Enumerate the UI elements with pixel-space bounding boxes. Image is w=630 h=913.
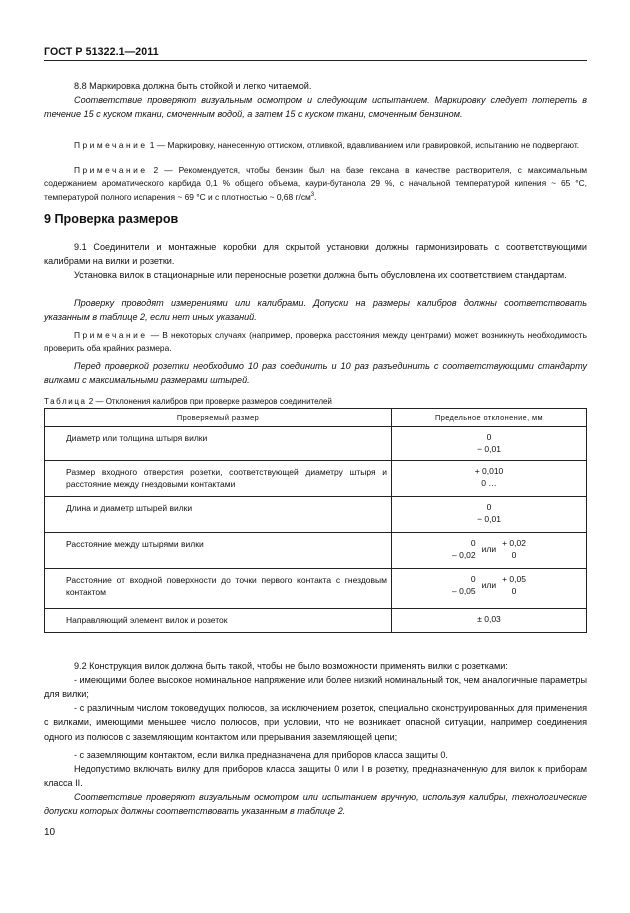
deviation-value	[392, 497, 586, 525]
row-label: Диаметр или толщина штыря вилки	[66, 433, 208, 443]
option-b-upper: + 0,05	[502, 574, 526, 584]
p91-before-check: Перед проверкой розетки необходимо 10 раз соединить и 10 раз разъединить с соответствующими стандарту вилками с максимальными размерами штырей.	[44, 361, 587, 386]
note-3-label: Примечание	[74, 330, 148, 340]
table-row	[45, 609, 587, 633]
table-caption-text: 2 — Отклонения калибров при проверке размеров соединителей	[86, 397, 332, 406]
table-row	[45, 427, 587, 461]
deviation-upper: 0	[486, 502, 492, 512]
table-row	[45, 569, 587, 609]
deviation-value	[392, 609, 586, 625]
option-b-upper: + 0,02	[502, 538, 526, 548]
p91-installation: Установка вилок в стационарные или переносные розетки должна быть обусловлена их соответствием стандартам.	[74, 270, 567, 280]
s88-test: Соответствие проверяют визуальным осмотром и следующим испытанием. Маркировку следует потереть в течение 15 с куском ткани, смоченным водой, а затем 15 с куском ткани, смоченным бензином.	[44, 95, 587, 120]
p92: 9.2 Конструкция вилок должна быть такой, чтобы не было возможности применять вилки с розетками:	[74, 661, 508, 671]
deviation-single: ± 0,03	[477, 614, 501, 624]
row-label: Расстояние между штырями вилки	[66, 539, 204, 549]
deviation-lower: 0 …	[481, 478, 497, 488]
row-label: Размер входного отверстия розетки, соответствующей диаметру штыря и расстояние между гнездовыми контактами	[66, 467, 387, 489]
option-b-lower: 0	[511, 550, 517, 560]
table-caption-label: Таблица	[44, 397, 87, 406]
option-a-upper: 0	[470, 538, 476, 548]
note-2-superscript: 3	[310, 192, 315, 199]
deviation-options	[392, 569, 586, 597]
p92-class-note: Недопустимо включать вилку для приборов класса защиты 0 или I в розетку, предназначенную для вилок к приборам класса II.	[44, 764, 587, 789]
note-3-text: — В некоторых случаях (например, проверка расстояния между центрами) может возникнуть необходимость проверить оба крайних размера.	[44, 330, 587, 353]
p92-item-1: - имеющими более высокое номинальное напряжение или более низкий номинальный ток, чем аналогичные параметры для вилки;	[44, 675, 588, 700]
note-2-text: 2 — Рекомендуется, чтобы бензин был на базе гексана в качестве растворителя, с максимальным содержанием ароматического карбида 0,1 % общего объема, каури-бутанола 29 %, с начальной температурой кипения ~ 65 °С, температурой полного испарения ~ 69 °С и с плотностью ~ 0,68 г/см	[44, 165, 587, 203]
row-label: Расстояние от входной поверхности до точки первого контакта с гнездовым контактом	[66, 575, 387, 597]
or-label: или	[481, 544, 497, 554]
row-label: Длина и диаметр штырей вилки	[66, 503, 193, 513]
table-row	[45, 461, 587, 497]
p91: 9.1 Соединители и монтажные коробки для скрытой установки должны гармонизировать с соответствующими калибрами на вилки и розетки.	[44, 242, 587, 267]
table-header-row	[45, 409, 587, 427]
or-label: или	[481, 580, 497, 590]
deviation-upper: 0	[486, 432, 492, 442]
note-3	[44, 329, 587, 354]
deviation-options	[392, 533, 586, 561]
document-header: ГОСТ Р 51322.1—2011	[44, 46, 159, 58]
row-label: Направляющий элемент вилок и розеток	[66, 615, 228, 625]
note-2-label: Примечание	[74, 165, 148, 175]
p92-item-3: - с заземляющим контактом, если вилка предназначена для приборов класса защиты 0.	[74, 750, 448, 760]
s88-title: 8.8 Маркировка должна быть стойкой и легко читаемой.	[74, 81, 312, 91]
note-1-text: 1 — Маркировку, нанесенную оттиском, отливкой, вдавливанием или гравировкой, испытанию не подвергают.	[147, 140, 580, 150]
deviation-lower: − 0,01	[477, 444, 501, 454]
note-2	[44, 164, 587, 204]
p92-check: Соответствие проверяют визуальным осмотром или испытанием вручную, используя калибры, технологические допуски которых должны соответствовать указанным в таблице 2.	[44, 792, 587, 817]
header-rule	[44, 60, 587, 61]
option-a-lower: – 0,05	[452, 586, 476, 596]
page-number: 10	[44, 827, 56, 838]
option-b-lower: 0	[511, 586, 517, 596]
note-1	[44, 139, 587, 152]
deviation-lower: − 0,01	[477, 514, 501, 524]
deviation-value	[392, 427, 586, 455]
table-2	[44, 408, 587, 633]
section-9-title: 9 Проверка размеров	[44, 212, 179, 226]
col-header-deviation: Предельное отклонение, мм	[392, 409, 587, 427]
deviation-value	[392, 461, 586, 489]
table-row	[45, 533, 587, 569]
note-1-label: Примечание	[74, 140, 148, 150]
option-a-upper: 0	[470, 574, 476, 584]
p91-check: Проверку проводят измерениями или калибрами. Допуски на размеры калибров должны соответствовать указанным в таблице 2, если нет иных указаний.	[44, 298, 587, 323]
table-row	[45, 497, 587, 533]
note-2-end: .	[314, 192, 317, 203]
p92-item-2: - с различным числом токоведущих полюсов, за исключением розеток, специально сконструированных для применения с вилками, имеющими меньшее число полюсов, при условии, что не возникает опасной ситуации, например соединения одного из полюсов с заземляющим контактом или прерывания заземляющей цепи;	[44, 703, 587, 742]
option-a-lower: – 0,02	[452, 550, 476, 560]
deviation-upper: + 0,010	[474, 466, 504, 476]
col-header-size: Проверяемый размер	[45, 409, 392, 427]
